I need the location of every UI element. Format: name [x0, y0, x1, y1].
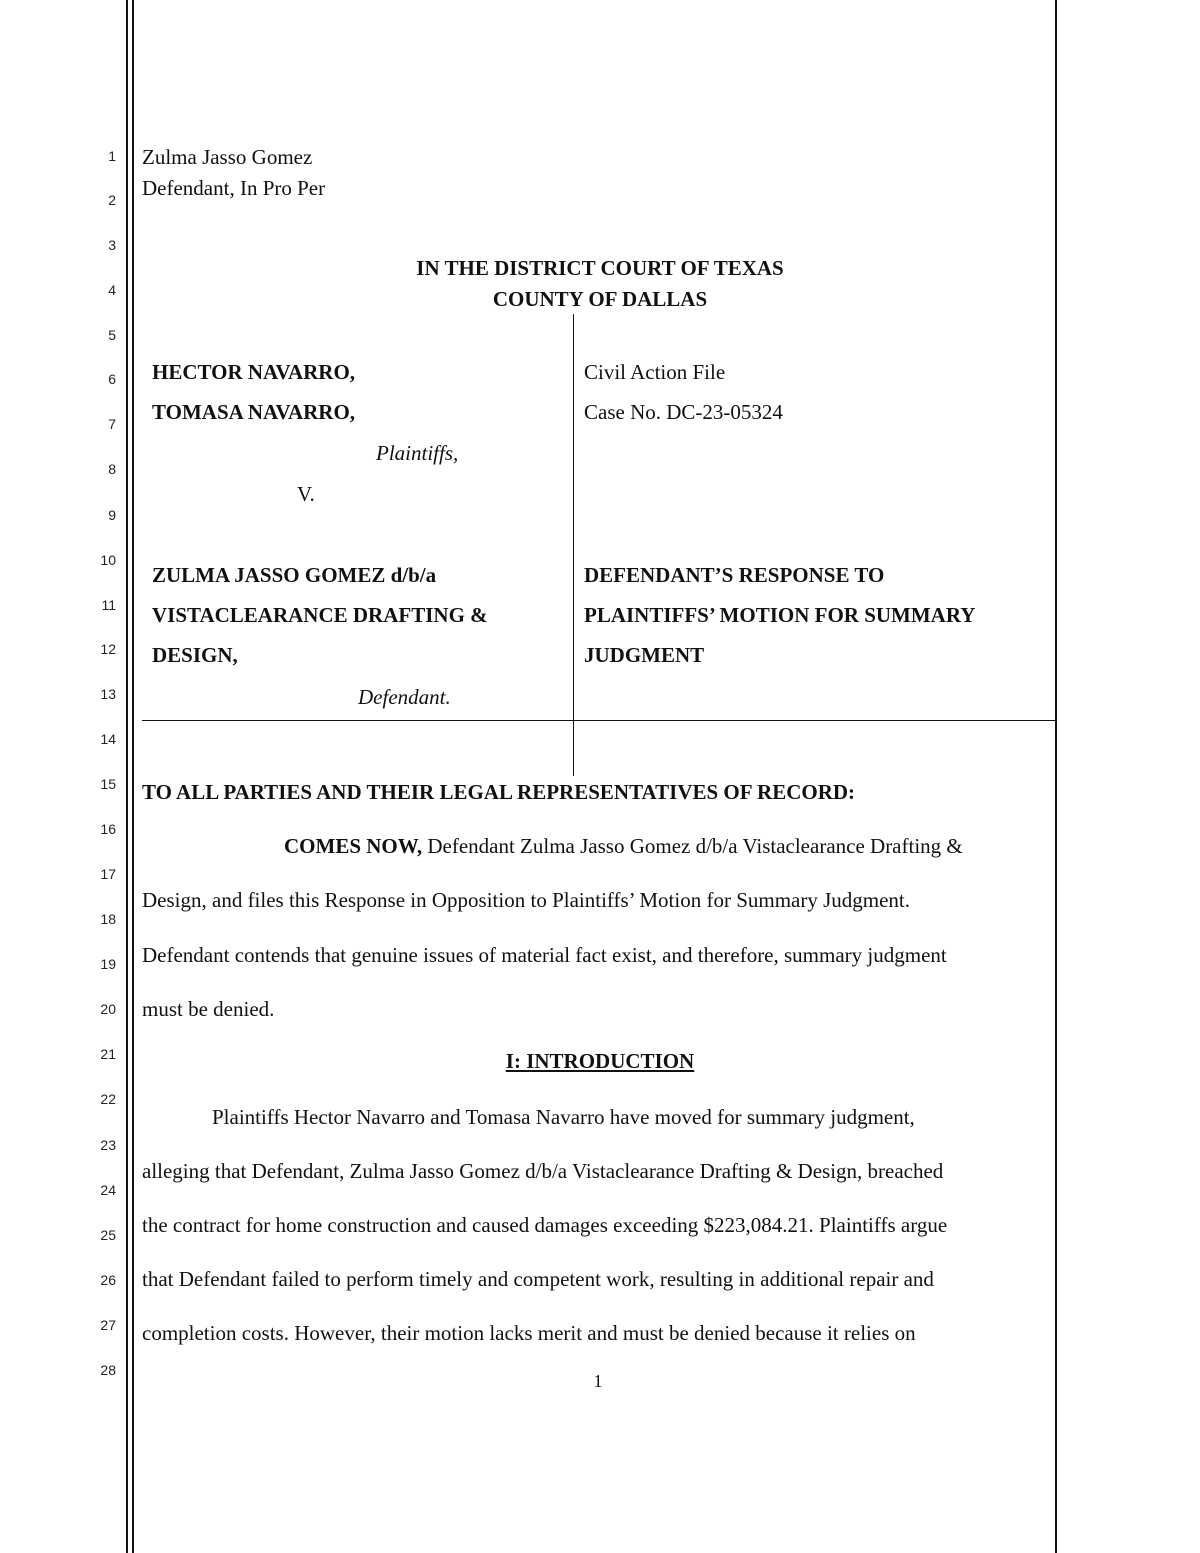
- line-number: 20: [100, 1001, 116, 1017]
- line-number: 23: [100, 1137, 116, 1153]
- line-number: 18: [100, 911, 116, 927]
- line-number: 13: [100, 686, 116, 702]
- line-number: 4: [108, 282, 116, 298]
- paragraph-1-line-3: Defendant contends that genuine issues of material fact exist, and therefore, summary judgment: [142, 943, 947, 967]
- line-number: 9: [108, 507, 116, 523]
- line-number: 10: [100, 552, 116, 568]
- address-line: TO ALL PARTIES AND THEIR LEGAL REPRESENTATIVES OF RECORD:: [142, 780, 856, 804]
- section-heading: I: INTRODUCTION: [505, 1049, 695, 1073]
- paragraph-2-line-4: that Defendant failed to perform timely and competent work, resulting in additional repair and: [142, 1267, 934, 1291]
- defendant-name-line1: ZULMA JASSO GOMEZ d/b/a: [152, 563, 437, 587]
- right-margin-rule: [1055, 0, 1057, 1553]
- line-number: 27: [100, 1317, 116, 1333]
- line-number: 26: [100, 1272, 116, 1288]
- line-number: 21: [100, 1046, 116, 1062]
- line-number: 12: [100, 641, 116, 657]
- line-number: 15: [100, 776, 116, 792]
- civil-action-file-label: Civil Action File: [584, 360, 726, 384]
- caption-vertical-divider: [573, 314, 574, 776]
- page-number: 1: [593, 1371, 603, 1391]
- case-number: Case No. DC-23-05324: [584, 400, 783, 424]
- plaintiffs-label: Plaintiffs,: [376, 441, 459, 465]
- line-number: 22: [100, 1091, 116, 1107]
- defendant-label: Defendant.: [358, 685, 451, 709]
- versus-label: V.: [297, 482, 315, 506]
- line-number: 25: [100, 1227, 116, 1243]
- left-margin-rule-inner: [132, 0, 134, 1553]
- paragraph-2-line-3: the contract for home construction and caused damages exceeding $223,084.21. Plaintiffs argue: [142, 1213, 948, 1237]
- line-number: 6: [108, 371, 116, 387]
- line-number: 24: [100, 1182, 116, 1198]
- comes-now-phrase: COMES NOW,: [284, 834, 423, 858]
- plaintiff-name-2: TOMASA NAVARRO,: [152, 400, 356, 424]
- paragraph-1-line-4: must be denied.: [142, 997, 275, 1021]
- paragraph-1-line-2: Design, and files this Response in Opposition to Plaintiffs’ Motion for Summary Judgment.: [142, 888, 911, 912]
- document-title-line1: DEFENDANT’S RESPONSE TO: [584, 563, 885, 587]
- line-number: 19: [100, 956, 116, 972]
- filer-name: Zulma Jasso Gomez: [142, 145, 313, 169]
- court-title-line2: COUNTY OF DALLAS: [492, 287, 708, 311]
- paragraph-2-line-5: completion costs. However, their motion lacks merit and must be denied because it relies on: [142, 1321, 916, 1345]
- line-number: 5: [108, 327, 116, 343]
- defendant-name-line2: VISTACLEARANCE DRAFTING &: [152, 603, 488, 627]
- line-number: 2: [108, 192, 116, 208]
- line-number: 7: [108, 416, 116, 432]
- court-title-line1: IN THE DISTRICT COURT OF TEXAS: [416, 256, 784, 280]
- left-margin-rule-outer: [126, 0, 128, 1553]
- line-number: 28: [100, 1362, 116, 1378]
- line-number: 11: [101, 597, 116, 613]
- paragraph-2-line-2: alleging that Defendant, Zulma Jasso Gomez d/b/a Vistaclearance Drafting & Design, breached: [142, 1159, 944, 1183]
- line-number: 14: [100, 731, 116, 747]
- line-number: 1: [108, 148, 116, 164]
- plaintiff-name-1: HECTOR NAVARRO,: [152, 360, 356, 384]
- paragraph-1-line-1-text: Defendant Zulma Jasso Gomez d/b/a Vistaclearance Drafting &: [422, 834, 963, 858]
- document-title-line3: JUDGMENT: [584, 643, 705, 667]
- line-number: 16: [100, 821, 116, 837]
- paragraph-1-line-1: [284, 833, 963, 859]
- caption-horizontal-rule: [142, 720, 1055, 721]
- defendant-name-line3: DESIGN,: [152, 643, 238, 667]
- filer-role: Defendant, In Pro Per: [142, 176, 326, 200]
- line-number: 3: [108, 237, 116, 253]
- line-number: 17: [100, 866, 116, 882]
- document-title-line2: PLAINTIFFS’ MOTION FOR SUMMARY: [584, 603, 976, 627]
- paragraph-2-line-1: Plaintiffs Hector Navarro and Tomasa Navarro have moved for summary judgment,: [212, 1105, 915, 1129]
- line-number: 8: [108, 461, 116, 477]
